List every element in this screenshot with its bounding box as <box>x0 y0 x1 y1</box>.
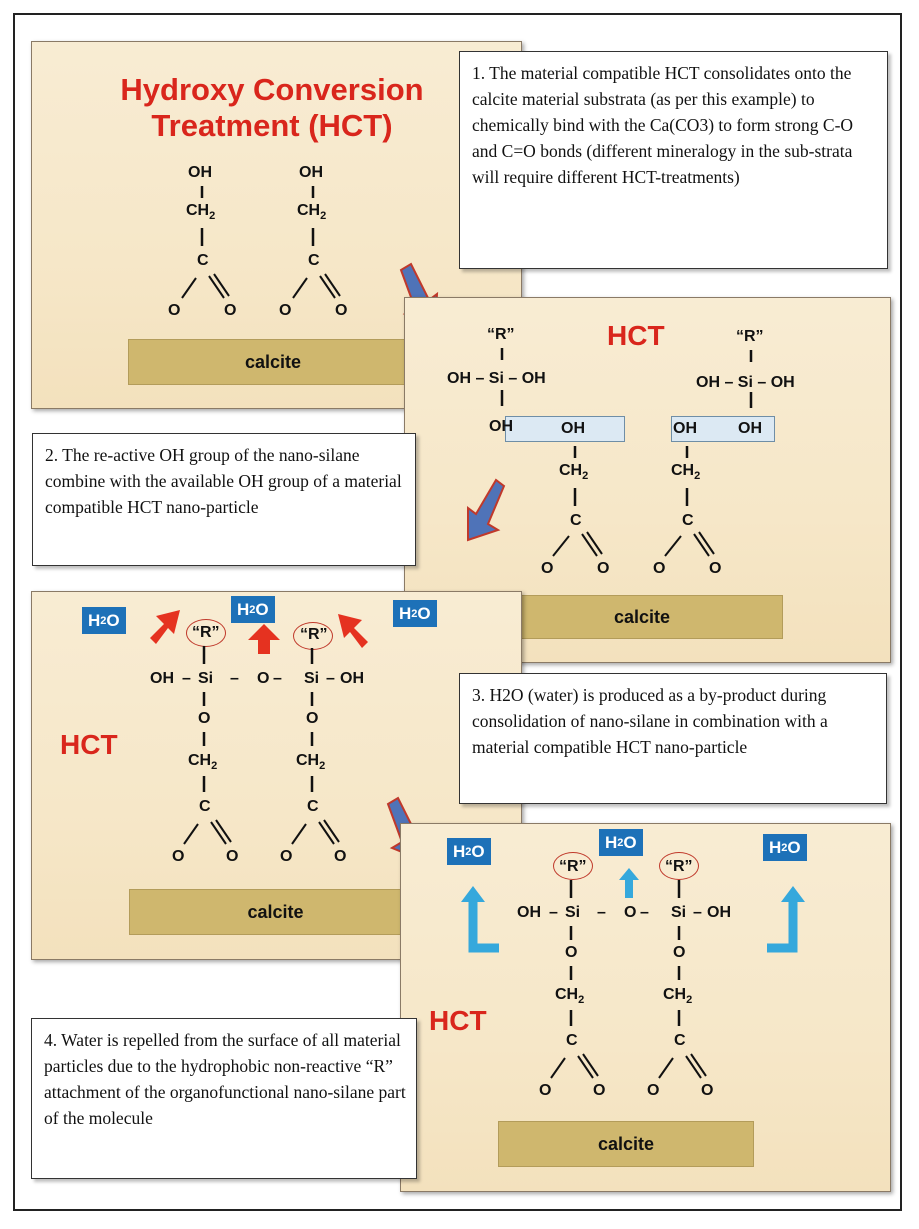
bond-dash: – <box>273 670 282 687</box>
oxygen-atom: O <box>597 560 610 577</box>
hct-molecule <box>651 420 751 580</box>
oxygen-atom: O <box>539 1082 552 1099</box>
oxygen-atom: O <box>172 848 185 865</box>
siloxane-molecule <box>142 620 402 870</box>
bond-dash: – <box>230 670 239 687</box>
bond-lines <box>537 420 637 580</box>
carbon-atom: C <box>682 512 694 529</box>
carbon-atom: C <box>199 798 211 815</box>
bond-lines <box>509 854 769 1104</box>
bond-dash: – <box>640 904 649 921</box>
water-badge: H 2 O <box>393 600 437 627</box>
r-group: “R” <box>665 858 693 875</box>
ch2-group: $CH_2$ <box>671 462 701 482</box>
r-group: “R” <box>736 328 764 345</box>
carbon-atom: C <box>674 1032 686 1049</box>
oh-group: OH <box>673 420 697 437</box>
oxygen-atom: O <box>701 1082 714 1099</box>
bond-lines <box>651 420 751 580</box>
bond-dash: – <box>326 670 335 687</box>
carbon-atom: C <box>566 1032 578 1049</box>
carbon-atom: C <box>307 798 319 815</box>
title-line1: Hydroxy Conversion <box>120 72 424 107</box>
ch2-group: $CH_2$ <box>186 202 216 222</box>
curved-up-arrow-icon <box>763 886 813 956</box>
silicon-atom: Si <box>198 670 214 687</box>
r-group: “R” <box>300 626 328 643</box>
bond-dash: – <box>549 904 558 921</box>
oxygen-atom: O <box>279 302 292 319</box>
hct-label: HCT <box>60 729 118 760</box>
oxygen-atom: O <box>257 670 270 687</box>
water-badge: H 2 O <box>763 834 807 861</box>
oxygen-atom: O <box>198 710 211 727</box>
note-3: 3. H2O (water) is produced as a by-product during consolidation of nano-silane in combination with a material compatible HCT nano-particle <box>459 673 887 804</box>
oxygen-atom: O <box>224 302 237 319</box>
hct-label: HCT <box>429 1005 487 1036</box>
calcite-bar: calcite <box>501 595 783 639</box>
curved-up-arrow-icon <box>459 886 509 956</box>
calcite-bar: calcite <box>128 339 418 385</box>
oxygen-atom: O <box>335 302 348 319</box>
oh-group: OH <box>340 670 364 687</box>
carbon-atom: C <box>197 252 209 269</box>
oh-group: OH <box>738 420 762 437</box>
silicon-atom: Si <box>565 904 581 921</box>
bond-dash: – <box>693 904 702 921</box>
bond-lines <box>275 164 375 324</box>
panel-hydrophobic <box>400 823 891 1192</box>
oxygen-atom: O <box>306 710 319 727</box>
carbon-atom: C <box>570 512 582 529</box>
note-1: 1. The material compatible HCT consolidates onto the calcite material substrata (as per this example) to chemically bind with the Ca(CO3) to form strong C-O and C=O bonds (different mineralogy in the sub-strata will require different HCT-treatments) <box>459 51 888 269</box>
oxygen-atom: O <box>673 944 686 961</box>
hct-molecule <box>275 164 375 324</box>
ch2-group: $CH_2$ <box>555 986 585 1006</box>
ch2-group: $CH_2$ <box>188 752 218 772</box>
oh-group: OH <box>707 904 731 921</box>
ch2-group: $CH_2$ <box>663 986 693 1006</box>
siloxane-molecule <box>509 854 769 1104</box>
oxygen-atom: O <box>653 560 666 577</box>
oh-group: OH <box>489 418 513 435</box>
oh-group: OH <box>561 420 585 437</box>
oxygen-atom: O <box>624 904 637 921</box>
oxygen-atom: O <box>226 848 239 865</box>
water-badge: H 2 O <box>231 596 275 623</box>
hct-molecule <box>164 164 264 324</box>
oh-group: OH <box>150 670 174 687</box>
oh-group: OH <box>299 164 323 181</box>
down-left-arrow-icon <box>460 482 510 544</box>
oxygen-atom: O <box>647 1082 660 1099</box>
oh-group: OH <box>188 164 212 181</box>
oxygen-atom: O <box>168 302 181 319</box>
calcite-bar: calcite <box>498 1121 754 1167</box>
water-badge: H 2 O <box>599 829 643 856</box>
bond-dash: – <box>182 670 191 687</box>
r-group: “R” <box>559 858 587 875</box>
oh-group: OH <box>517 904 541 921</box>
water-badge: H 2 O <box>447 838 491 865</box>
carbon-atom: C <box>308 252 320 269</box>
oxygen-atom: O <box>541 560 554 577</box>
ch2-group: $CH_2$ <box>296 752 326 772</box>
note-4: 4. Water is repelled from the surface of all material particles due to the hydrophobic non-reactive “R” attachment of the organofunctional nano-silane part of the molecule <box>31 1018 417 1179</box>
bond-lines <box>164 164 264 324</box>
r-group: “R” <box>487 326 515 343</box>
r-group: “R” <box>192 624 220 641</box>
oxygen-atom: O <box>334 848 347 865</box>
diagram-title <box>92 72 452 144</box>
note-2: 2. The re-active OH group of the nano-silane combine with the available OH group of a material compatible HCT nano-particle <box>32 433 416 566</box>
oh-si-oh: OH – Si – OH <box>696 374 795 391</box>
bond-dash: – <box>597 904 606 921</box>
silicon-atom: Si <box>671 904 687 921</box>
ch2-group: $CH_2$ <box>297 202 327 222</box>
oxygen-atom: O <box>709 560 722 577</box>
oxygen-atom: O <box>593 1082 606 1099</box>
silicon-atom: Si <box>304 670 320 687</box>
oh-si-oh: OH – Si – OH <box>447 370 546 387</box>
hct-molecule <box>537 420 637 580</box>
ch2-group: $CH_2$ <box>559 462 589 482</box>
oxygen-atom: O <box>565 944 578 961</box>
title-line2: Treatment (HCT) <box>151 108 393 143</box>
bond-lines <box>142 620 402 870</box>
oxygen-atom: O <box>280 848 293 865</box>
water-badge: H 2 O <box>82 607 126 634</box>
hct-label: HCT <box>607 320 665 351</box>
calcite-bar: calcite <box>129 889 422 935</box>
